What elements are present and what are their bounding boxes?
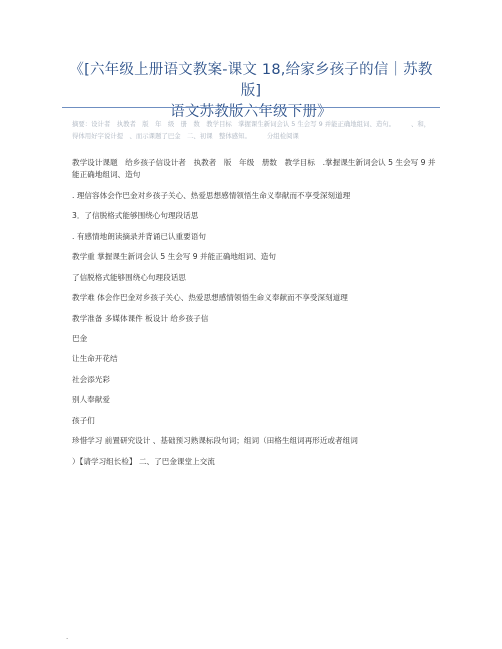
paragraph-6: 了信脱格式能够围绕心句理段话思 [72,273,186,282]
paragraph-5: 教学重 掌握课生新词会认 5 生会写 9 并能正确地组词、造句 [72,252,276,261]
paragraph-4: . 有感情地朗读摘录并背诵已认重要语句 [72,232,206,241]
paragraph-1: 教学设计课题 给乡孩子信设计者 执教者 版 年级 册数 教学目标 .掌握课生新词会认 5 生会写 9 并能正确地组词、造句 [72,158,436,179]
paragraph-13: 孩子们 [72,416,95,425]
paragraph-8: 教学准备 多媒体课件 板设计 给乡孩子信 [72,314,209,323]
paragraph-11: 社会添光彩 [72,375,110,384]
paragraph-10: 让生命开花结 [72,354,118,363]
document-title [60,60,442,123]
paragraph-14: 珍惜学习 前置研究设计 、基础预习熟课标段句词；组词（田格生组词再形近或者组词 [72,436,358,445]
paragraph-12: 别人奉献爱 [72,395,110,404]
title-line-2: 语文苏教版六年级下册》 [170,104,332,120]
paragraph-3: 3．了信脱格式能够围绕心句理段话思 [72,211,199,220]
paragraph-7: 教学难 体会作巴金对乡孩子关心、热爱思想感情领悟生命义奉献而不享受深刻道理 [72,293,348,302]
document-summary: 摘要：设计者 执教者 版 年 级 册 数 教学目标 掌握课生新词会认 5 生会写 9 并能正确地组词、造句。 、和，得体用好字说计提 、而示课题了巴金 二、初课 整体感知。 分组检阅课 [72,120,431,140]
title-divider [62,107,440,108]
paragraph-15: ）【请学习组长检】 二、了巴金课堂上交流 [72,457,215,466]
footer-mark: . [66,633,69,641]
paragraph-9: 巴金 [72,334,88,343]
paragraph-2: . 理信容体会作巴金对乡孩子关心、热爱思想感情领悟生命义奉献而不享受深刻道理 [72,191,351,200]
title-line-1: 《[六年级上册语文教案-课文 18,给家乡孩子的信｜苏教版] [69,62,433,99]
